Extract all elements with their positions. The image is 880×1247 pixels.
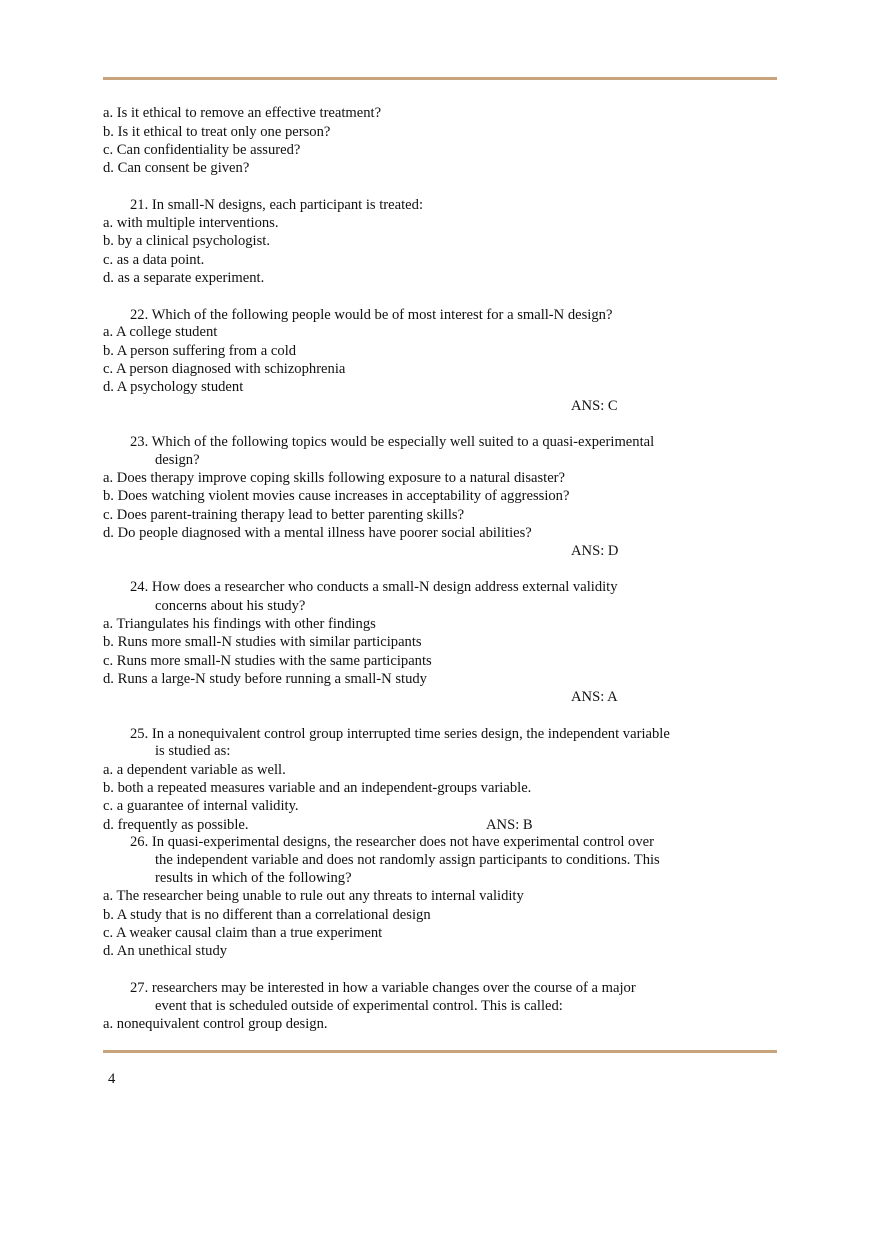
q22-option-c: c. A person diagnosed with schizophrenia — [103, 361, 346, 377]
q22-answer: ANS: C — [571, 398, 618, 414]
q23-option-b: b. Does watching violent movies cause increases in acceptability of aggression? — [103, 488, 570, 504]
q24-stem-line1: 24. How does a researcher who conducts a small-N design address external validity — [130, 579, 618, 595]
q26-option-b: b. A study that is no different than a correlational design — [103, 907, 431, 923]
q24-option-b: b. Runs more small-N studies with similar participants — [103, 634, 422, 650]
q23-option-c: c. Does parent-training therapy lead to better parenting skills? — [103, 507, 465, 523]
q27-option-a: a. nonequivalent control group design. — [103, 1016, 328, 1032]
q25-answer: ANS: B — [486, 817, 533, 833]
q25-option-a: a. a dependent variable as well. — [103, 762, 286, 778]
q24-option-d: d. Runs a large-N study before running a small-N study — [103, 671, 427, 687]
q26-option-d: d. An unethical study — [103, 943, 228, 959]
footer-rule — [103, 1050, 777, 1053]
q25-option-c: c. a guarantee of internal validity. — [103, 798, 299, 814]
q23-stem-line2: design? — [155, 452, 200, 468]
q26-stem-line2: the independent variable and does not randomly assign participants to conditions. This — [155, 852, 660, 868]
q26-option-a: a. The researcher being unable to rule out any threats to internal validity — [103, 888, 524, 904]
q22-stem: 22. Which of the following people would be of most interest for a small-N design? — [130, 307, 613, 323]
q26-option-c: c. A weaker causal claim than a true experiment — [103, 925, 383, 941]
q21-stem: 21. In small-N designs, each participant is treated: — [130, 197, 424, 213]
q23-option-d: d. Do people diagnosed with a mental illness have poorer social abilities? — [103, 525, 532, 541]
q20-option-c: c. Can confidentiality be assured? — [103, 142, 301, 158]
q21-option-a: a. with multiple interventions. — [103, 215, 279, 231]
q25-option-b: b. both a repeated measures variable and an independent-groups variable. — [103, 780, 532, 796]
q23-stem-line1: 23. Which of the following topics would be especially well suited to a quasi-experimental — [130, 434, 655, 450]
q23-answer: ANS: D — [571, 543, 619, 559]
q22-option-a: a. A college student — [103, 324, 218, 340]
q24-option-c: c. Runs more small-N studies with the same participants — [103, 653, 432, 669]
page-number: 4 — [108, 1071, 116, 1087]
q25-stem-line1: 25. In a nonequivalent control group interrupted time series design, the independent variable — [130, 726, 670, 742]
q20-option-d: d. Can consent be given? — [103, 160, 250, 176]
q21-option-d: d. as a separate experiment. — [103, 270, 265, 286]
q24-option-a: a. Triangulates his findings with other findings — [103, 616, 376, 632]
q27-stem-line2: event that is scheduled outside of experimental control. This is called: — [155, 998, 563, 1014]
q22-option-b: b. A person suffering from a cold — [103, 343, 297, 359]
q21-option-b: b. by a clinical psychologist. — [103, 233, 270, 249]
q20-option-b: b. Is it ethical to treat only one person? — [103, 124, 331, 140]
q27-stem-line1: 27. researchers may be interested in how a variable changes over the course of a major — [130, 980, 636, 996]
q21-option-c: c. as a data point. — [103, 252, 205, 268]
q25-stem-line2: is studied as: — [155, 743, 231, 759]
q26-stem-line3: results in which of the following? — [155, 870, 352, 886]
q25-option-d: d. frequently as possible. — [103, 817, 249, 833]
q22-option-d: d. A psychology student — [103, 379, 244, 395]
q26-stem-line1: 26. In quasi-experimental designs, the researcher does not have experimental control over — [130, 834, 654, 850]
header-rule — [103, 77, 777, 80]
q23-option-a: a. Does therapy improve coping skills following exposure to a natural disaster? — [103, 470, 566, 486]
q20-option-a: a. Is it ethical to remove an effective treatment? — [103, 105, 382, 121]
q24-answer: ANS: A — [571, 689, 618, 705]
q24-stem-line2: concerns about his study? — [155, 598, 306, 614]
